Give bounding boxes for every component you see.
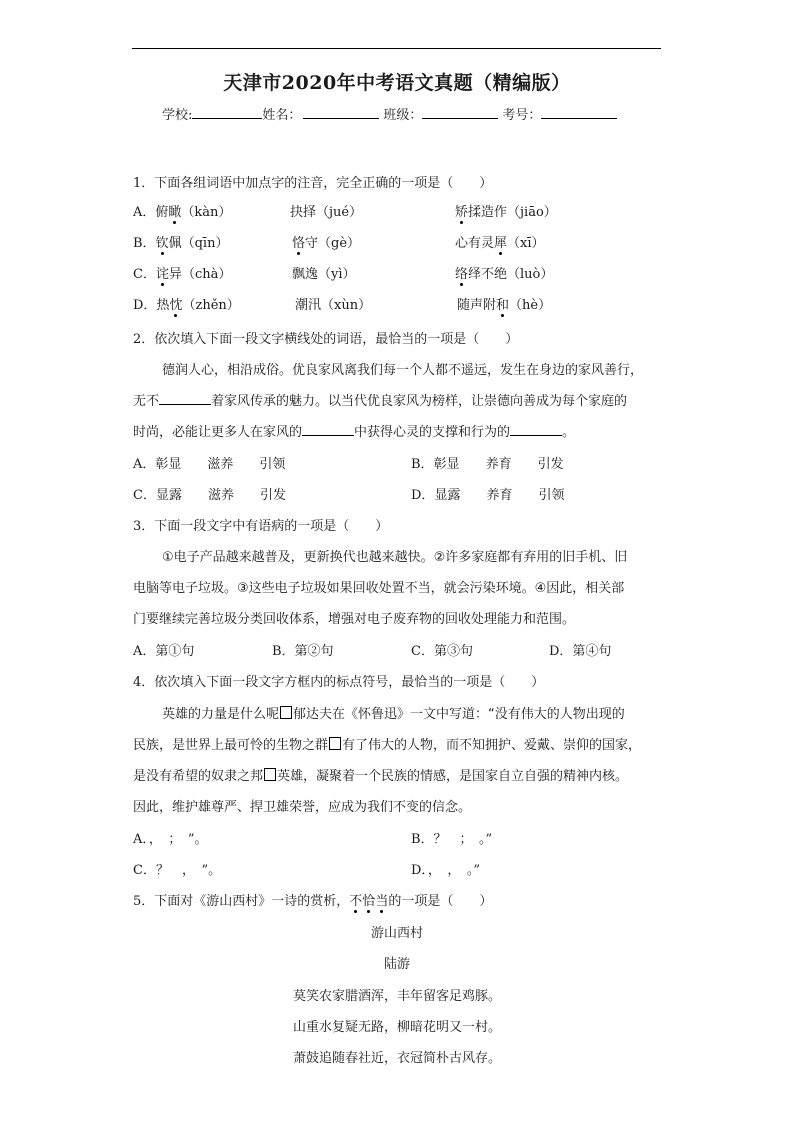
- poem-author: 陆游: [383, 957, 410, 972]
- q2-passage-line2: 无不 着家风传承的魅力。以当代优良家风为榜样，让崇德向善成为每个家庭的: [133, 394, 628, 409]
- q1-option-d: D．热忱（zhěn）: [133, 298, 240, 313]
- q1-option-c-word3: 络绎不绝（luò）: [455, 267, 554, 282]
- q1-option-a-word2: 抉择（jué）: [290, 205, 363, 220]
- q3-passage-line1: ①电子产品越来越普及，更新换代也越来越快。②许多家庭都有弃用的旧手机、旧: [162, 550, 628, 565]
- class-blank[interactable]: [422, 106, 498, 119]
- q4-passage-line1: 英雄的力量是什么呢 郁达夫在《怀鲁迅》一文中写道：“没有伟大的人物出现的: [162, 707, 625, 722]
- q2-blank-1[interactable]: [159, 392, 211, 405]
- q4-box-1[interactable]: [280, 706, 292, 719]
- q2-option-a: A．彰显 滋养 引领: [133, 457, 286, 472]
- exam-number-label: 考号：: [502, 108, 542, 123]
- q4-stem: 4．依次填入下面一段文字方框内的标点符号，最恰当的一项是（ ）: [133, 675, 545, 690]
- q4-option-d: D．， ， 。”: [411, 863, 481, 878]
- q3-passage-line2: 电脑等电子垃圾。③这些电子垃圾如果回收处置不当，就会污染环境。④因此，相关部: [133, 581, 625, 596]
- q2-option-c: C．显露 滋养 引发: [133, 488, 286, 503]
- q1-option-a-word3: 矫揉造作（jiāo）: [455, 205, 557, 220]
- name-label: 姓名：: [262, 108, 302, 123]
- top-rule: [132, 48, 661, 49]
- poem-line-1: 莫笑农家腊酒浑，丰年留客足鸡豚。: [292, 989, 501, 1004]
- q2-blank-3[interactable]: [510, 423, 562, 436]
- q5-stem: 5．下面对《游山西村》一诗的赏析，不恰当的一项是（ ）: [133, 894, 493, 909]
- q2-option-b: B．彰显 养育 引发: [411, 457, 564, 472]
- q4-option-b: B．？ ； 。”: [411, 832, 493, 847]
- school-label: 学校:: [162, 108, 193, 123]
- q4-passage-line4: 因此，维护雄尊严、捍卫雄荣誉，应成为我们不变的信念。: [133, 800, 472, 815]
- q2-stem: 2．依次填入下面一段文字横线处的词语，最恰当的一项是（ ）: [133, 332, 519, 347]
- q1-option-a: A．俯瞰（kàn）: [133, 205, 232, 220]
- q3-option-b: B．第②句: [272, 644, 334, 659]
- q2-blank-2[interactable]: [302, 423, 354, 436]
- q2-option-d: D．显露 养育 引领: [411, 488, 565, 503]
- poem-line-3: 萧鼓追随春社近，衣冠简朴古风存。: [292, 1051, 501, 1066]
- q1-option-d-word2: 潮汛（xùn）: [295, 298, 372, 313]
- class-label: 班级：: [383, 108, 423, 123]
- q3-stem: 3．下面一段文字中有语病的一项是（ ）: [133, 519, 389, 534]
- q4-option-a: A．， ； ”。: [133, 832, 208, 847]
- q3-passage-line3: 门要继续完善垃圾分类回收体系，增强对电子废弃物的回收处理能力和范围。: [133, 612, 576, 627]
- q1-option-b: B．钦佩（qīn）: [133, 236, 229, 251]
- poem-title: 游山西村: [370, 926, 423, 941]
- q4-box-2[interactable]: [329, 737, 341, 750]
- q3-option-d: D．第④句: [549, 644, 612, 659]
- q1-option-c-word2: 飘逸（yì）: [292, 267, 356, 282]
- page-title: 天津市2020年中考语文真题（精编版）: [223, 72, 571, 94]
- q4-passage-line3: 是没有希望的奴隶之邦 英雄，凝聚着一个民族的情感，是国家自立自强的精神内核。: [133, 769, 629, 784]
- q2-passage-line1: 德润人心，相沿成俗。优良家风离我们每一个人都不遥远，发生在身边的家风善行，: [162, 363, 644, 378]
- q1-option-b-word3: 心有灵犀（xī）: [455, 236, 545, 251]
- q1-option-b-word2: 恪守（gè）: [292, 236, 361, 251]
- poem-line-2: 山重水复疑无路，柳暗花明又一村。: [292, 1020, 501, 1035]
- q4-option-c: C．？ ， ”。: [133, 863, 222, 878]
- q2-passage-line3: 时尚，必能让更多人在家风的 中获得心灵的支撑和行为的 。: [133, 425, 576, 440]
- exam-number-blank[interactable]: [541, 106, 617, 119]
- student-info-line: [162, 104, 617, 123]
- q3-option-a: A．第①句: [133, 644, 195, 659]
- q4-box-3[interactable]: [264, 768, 276, 781]
- school-blank[interactable]: [192, 106, 262, 119]
- q1-option-c: C．诧异（chà）: [133, 267, 232, 282]
- q1-option-d-word3: 随声附和（hè）: [457, 298, 552, 313]
- name-blank[interactable]: [303, 106, 379, 119]
- q1-stem: 1．下面各组词语中加点字的注音，完全正确的一项是（ ）: [133, 176, 493, 191]
- q4-passage-line2: 民族，是世界上最可怜的生物之群 有了伟大的人物，而不知拥护、爱戴、崇仰的国家，: [133, 738, 642, 753]
- q3-option-c: C．第③句: [411, 644, 473, 659]
